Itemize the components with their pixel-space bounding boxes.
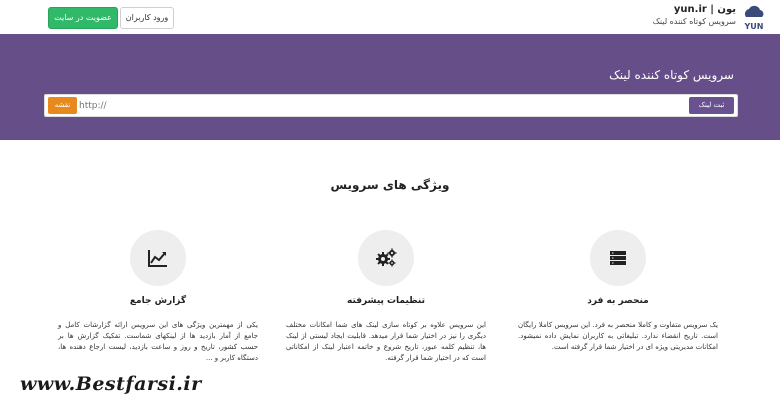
url-shortener-form — [44, 94, 738, 117]
signup-button[interactable]: عضویت در سایت — [48, 7, 118, 29]
login-button[interactable]: ورود کاربران — [120, 7, 174, 29]
hero-title: سرویس کوتاه کننده لینک — [609, 68, 734, 82]
feature-description: یک سرویس متفاوت و کاملا منحصر به فرد. این سرویس کاملا رایگان است. تاریخ انقضاء ندارد. تبلیغاتی به کاربران نمایش داده نمیشود. امکانات مدیریتی ویژه ای در اختیار شما قرار گرفته است. — [518, 321, 718, 351]
server-icon — [590, 230, 646, 286]
cloud-logo-icon[interactable] — [740, 2, 768, 32]
feature-description: یکی از مهمترین ویژگی های این سرویس ارائه گزارشات کامل و جامع از آمار بازدید ها از لینکهای شماست. تفکیک گزارش ها بر حسب کشور، تاریخ و روز و ساعت بازدید، لیست ارجاع دهنده ها، دستگاه کاربر و ... — [58, 321, 258, 362]
brand-subtitle: سرویس کوتاه کننده لینک — [652, 17, 736, 26]
hero-banner — [0, 34, 780, 140]
register-link-button[interactable]: ثبت لینک — [689, 97, 734, 114]
feature-title: تنظیمات پیشرفته — [347, 296, 425, 306]
gears-icon — [358, 230, 414, 286]
feature-description: این سرویس علاوه بر کوتاه سازی لینک های شما امکانات مختلف دیگری را نیز در اختیار شما قرار میدهد. قابلیت ایجاد لیستی از لینک ها، تنظیم کلمه عبور، تاریخ شروع و خاتمه اعتبار لینک از امکاناتی است که در اختیار شما قرار گرفته. — [286, 321, 486, 362]
feature-title: گزارش جامع — [129, 296, 187, 306]
site-header — [0, 0, 780, 34]
brand[interactable] — [653, 4, 736, 28]
feature-title: منحصر به فرد — [587, 296, 649, 306]
line-chart-icon — [130, 230, 186, 286]
logo-text: YUN — [744, 22, 764, 31]
brand-name: یون | yun.ir — [673, 4, 736, 15]
features-title: ویژگی های سرویس — [330, 178, 450, 192]
watermark: www.Bestfarsi.ir — [20, 373, 202, 395]
map-button[interactable]: نقشه — [48, 97, 77, 114]
url-input[interactable] — [79, 97, 679, 114]
